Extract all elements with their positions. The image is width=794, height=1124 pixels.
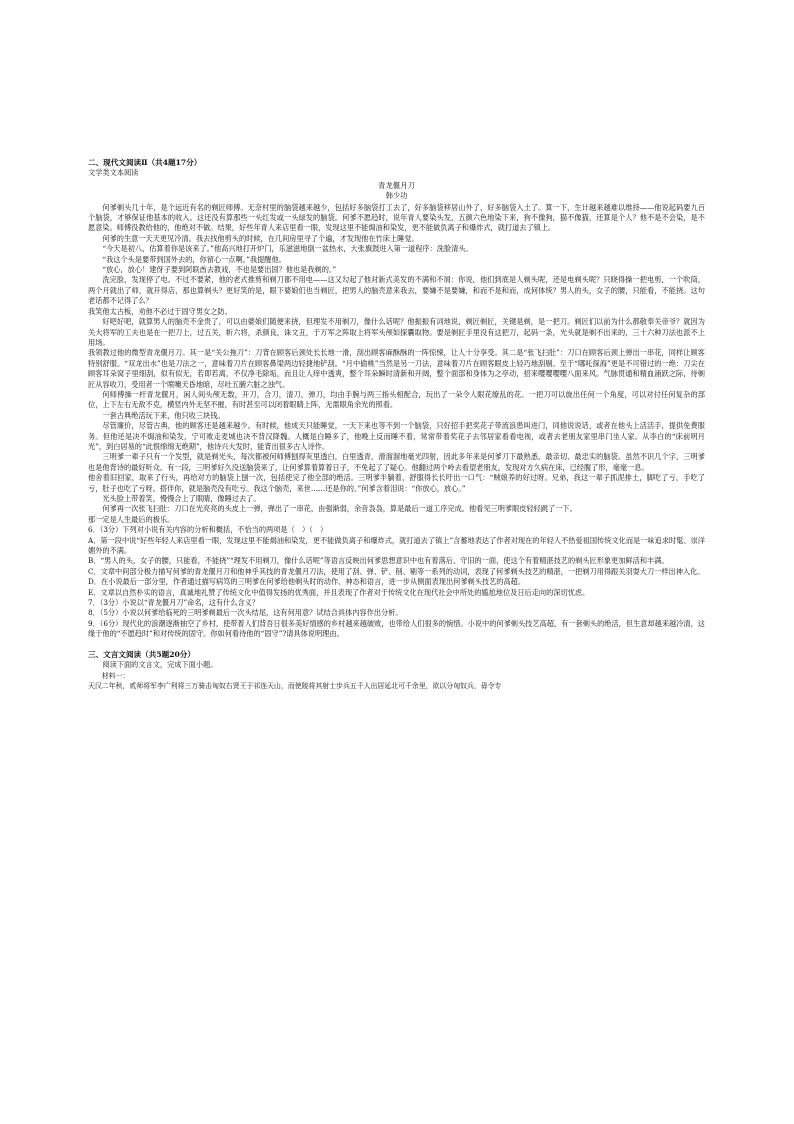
article-body <box>88 203 705 526</box>
paragraph: 何师傅操一杆青龙偃月，闲人间头颅无数，开刀，合刀，清刀，弹刀，均由手腕与两三指头相配合，玩出了一朵令人眼花缭乱的花。一把刀可以旋出任何一个角度，可以对付任何复杂的部位，上下左右无敌不克，横竖内外无坚不摧，有时甚至可以闭着眼睛上阵，无需眼角余光的照看。 <box>88 389 705 410</box>
paragraph: 尽管廉价，尽管古典，他的顾客还是越来越少。有时候，他成天只能睡觉，一天下来也等不到一个脑袋，只好招手把奖花子带流浪患叫进门，同他说说话，或者在他头上活活手，提供免费服务。但他还是决不焗油和染发，宁可败走麦城也决不背汉降魏。人概是白睡多了，他晚上反而睡不着，常常带着奖花子去邻居家看看电视，或者去老朋友家里串门坐人家。从李白的“床前明月光”，到白居易的“此恨绵绵无绝期”，他诗兴大发时，能背出很多古人诗作。 <box>88 421 705 451</box>
question-option: B．“男人的头，女子的腰，只能看，不能挠”“理发不用剃刀，像什么话呢”等语言反映出何爹思想意识中也有着落后、守旧的一面，使这个有着精湛技艺的剃头匠形象更加鲜活和丰满。 <box>88 556 669 566</box>
question: 8．（5分）小说以何爹给临死的三明爹剃最后一次头结尾，这有何用意？试结合具体内容作出分析。 <box>88 608 403 618</box>
question-option: E．文章以自然朴实的语言，真诚地礼赞了传统文化中值得发扬的优秀面，并且表现了作者对于传统文化在现代社会中所处的尴尬地位及日后走向的深切忧虑。 <box>88 587 590 597</box>
paragraph: 一套古典绝活玩下来，他只收三块钱。 <box>102 410 225 420</box>
paragraph: 何爹剃头几十年，是个远近有名的剃匠师傅。无奈村里的脑袋越来越少，包括好多脑袋打工去了，好多脑袋移居山外了，好多脑袋入土了。算一下，生计越来越难以维持——他说起码要九百个脑袋，才够保证他基本的收入。这还没有算那些一头红发或一头绿发的脑袋。何爹不愿趋时，说年青人要染头发，五颜六色地染下来，狗不像狗，猫不像猫，还算是个人？他不是不会染，是不愿意染。师傅没教给他的，他绝对不做。结果，好些年青人来店里看一眼，发现这里不能焗油和染发，更不能做负离子和爆炸式，就打道去了镇上。 <box>88 202 705 233</box>
exam-page <box>88 158 705 691</box>
section-subheading: 文学类文本阅读 <box>88 168 139 178</box>
section-heading: 二、现代文阅读Ⅱ（共4题17分） <box>88 158 202 167</box>
question: 9．（6分）现代化的浪潮逐渐抽空了乡村，使带着人们背吾日很多美好情感的乡村越来越破败，也带给人们很多的惋惜。小说中的何爹剃头技艺高超，有一套剃头的绝活，但生意却越来越冷清，这缘于他的“不愿趋时”和对传统的固守。你如何看待他的“固守”?请具体说明理由。 <box>88 618 705 639</box>
question: 7．（3分）小说以“青龙偃月刀”命名，这有什么含义？ <box>88 598 260 608</box>
material-label: 材料一： <box>101 671 130 680</box>
paragraph: 那一定是人生最后的极乐。 <box>88 514 175 524</box>
question-list <box>88 525 705 639</box>
section-heading: 三、文言文阅读（共5题20分） <box>88 649 195 659</box>
paragraph: “今天是初八，估算着你是该来了。”他高兴地打开炉门，乐滋滋地倒一盆热水，大张旗鼓进入第一道程序：洗脸清头。 <box>102 244 473 254</box>
article-title: 青龙偃月刀 <box>378 180 415 190</box>
paragraph: 他舍着旧回家，取来了行头，再给对方的脑袋上刨一次，包括使完了他全部的绝活。三明爹半躺着，舒服得长长吁出一口气：“贼娘养的好过呀。兄弟，我这一辈子抓泥排土，脚吃了亏，手吃了亏，肚子也吃了亏呀。搭伴你，就是脑壳没有吃亏。我这个脑壳，来世……还是你的。”何爹含着泪说：“你放心，放心。” <box>88 473 705 493</box>
question-option: C．文章中间部分极力描写何爹的青龙偃月刀和他神乎其技的青龙偃月刀法，使用了刮、弹、铲、削、剔等一系列的动词，表现了何爹剃头技艺的精湛，一把剃刀用得跟关羽耍大刀一样出神入化。 <box>88 566 705 576</box>
paragraph: 我领教过他的微型青龙偃月刀。其一是“关公拖刀”：刀背在顾客后颈处长长地一滑，刮出顾客麻酥酥的一阵惊悚，让人十分享受。其二是“张飞扫肚”：刀口在顾客后颈上弹出一串花，同样让顾客特别舒服。“双龙出水”也是刀法之一，意味着刀片在顾客鼻梁两边轻捷地铲刮。“月中偷桃”当然是另一刀法，意味着刀片在顾客眼皮上轻巧地刮剔。至于“哪吒探海”更是不可错过的一绝：刀尖在顾客耳朵窝子里细刮，似有似无，若即若离，不仅净毛除垢，而且让人痒中透爽，整个耳朵瞬时清新和开阔，整个面部和身体为之亭动，招来嘤嘤嘤嘤八面来风。气脉贯通和精血涌跃之际，待剃匠从容收刀，受用者一个喷嚏天昏地暗，尽吐五腑六脏之浊气。 <box>88 348 705 389</box>
paragraph: 洗完脸，发现停了电。不过不要紧，他的老式推剪和剃刀都不用电——这又勾起了他对新式美发的不满和不屑：你说，他们到底是人剃头呢，还是电剃头呢？只晓得操一把电剪，一个吹筒，两个月就出了师，就开得店，那也算剃头？更好笑的是，眼下婆娘们也当剃匠，把男人的脑壳意来我去，要嫌不是要嫌，和而不是和而，成何体统？男人的头，女子的腰，只能看，不能挠。这句老话都不记得了么？ <box>88 275 705 306</box>
article-author: 韩少功 <box>385 191 408 201</box>
question-option: A．第一段中说“好些年轻人来店里看一眼，发现这里不能焗油和染发，更不能做负离子和爆炸式，就打道去了镇上”含蓄地表达了作者对现在的年轻人不热爱祖国传统文化而是一味追求时髦、崇洋媚外的不满。 <box>88 535 705 556</box>
question: 6．（3分）下列对小说有关内容的分析和概括，不恰当的两项是（ ）（ ） <box>88 525 328 535</box>
paragraph: 何爹再一次张飞扫肚：刀口在光亮亮的头皮上一弹，弹出了一串花，由强渐弱，余音袅袅，算是最后一道工序完成。他看见三明爹眼皮轻轻跳了一下。 <box>102 504 577 514</box>
paragraph: 好吧好吧，就算男人的脑壳不金贵了，可以由婆娘们随便来挠，但理发不用剃刀，像什么话呢？他振振有词地说，剃匠剃匠，关键是剃，是一把刀。剃匠们以前为什么都敬奉关帝爷？就因为关大将军的工夫也是在一把刀上，过五关，斩六将，杀颜良，诛文丑，于万军之阵取上将军头颅如探囊取物。要是剃匠手里没有这把刀，起码一条，光头就是剃不出来的，三十六种刀法也派不上用场。 <box>88 317 705 347</box>
material-text: 天汉二年秋，贰师将军李广利将三万骑击匈奴右贤王于祁连天山，而使陵将其射士步兵五千人出居延北可千余里，欲以分匈奴兵，毋令专 <box>88 681 502 690</box>
paragraph: “放心，放心！建伢子要到阿联酋去教戏，不也是要出国？他也是我剃的。” <box>102 265 337 275</box>
paragraph: 我笑他太古板，劝他不必过于固守男女之防。 <box>88 306 232 316</box>
question-option: D．在小说最后一部分里，作者通过描写病笃的三明爹在何爹给他剃头时的动作、神态和语言，进一步从侧面表现出何爹剃头技艺的高超。 <box>88 577 526 587</box>
paragraph: 三明爹一辈子只有一个发型，就是剃光头，每次都被何师傅刨得灰里透白，白里透青，滑溜溜地毫光四射，因此多年来是何爹刀下最熟悉、最亲切、最忠实的脑袋。虽然不识几个字，三明爹也是他背诗的最好听众。有一段，三明爹好久没送脑袋来了，让何爹算着算着日子，不免起了了疑心。他翻过两个岭去看望老朋友，发现对方久病在床，已经腹了形，毫毫一息。 <box>88 452 705 472</box>
paragraph: “我这个头是要带到国外去的，你留心一点啊。”我提醒他。 <box>102 254 286 264</box>
section-intro: 阅读下面的文言文，完成下面小题。 <box>102 660 218 670</box>
paragraph: 光头脸上带着笑，慢慢合上了眼睛，像睡过去了。 <box>102 494 261 503</box>
paragraph: 何爹的生意一天天更见冷清。我去找他剪头的时候，在几间房里寻了个遍，才发现他在竹床上睡觉。 <box>102 233 419 243</box>
